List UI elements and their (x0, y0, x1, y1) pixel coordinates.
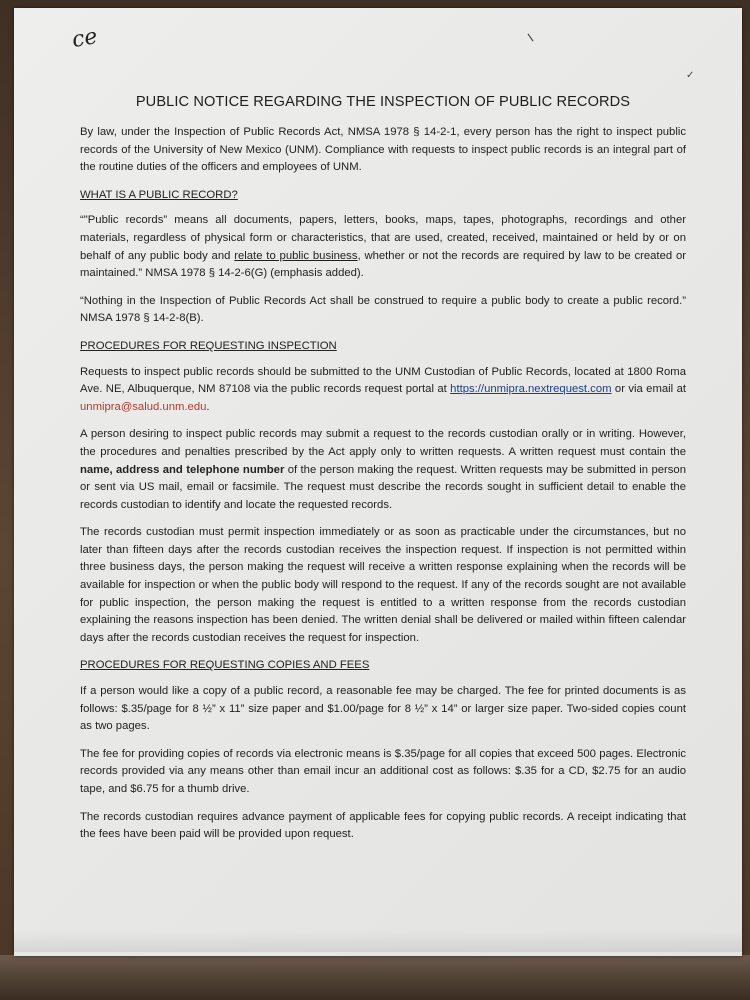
handwritten-mark: ce (70, 23, 100, 54)
request-paragraph (80, 426, 686, 514)
request-text-cont: of the person making the request. Written requests may be submitted in person or sent via US mail, email or facsimile. The request must describe the records sought in sufficient detail to enable the records custodian to identify and locate the requested records. (80, 463, 686, 511)
request-text: A person desiring to inspect public records may submit a request to the records custodian orally or in writing. However, the procedures and penalties prescribed by the Act apply only to written requests. A written request must contain the (80, 428, 686, 458)
definition-paragraph (80, 212, 686, 282)
create-record-paragraph: “Nothing in the Inspection of Public Records Act shall be construed to require a public body to create a public record.” NMSA 1978 § 14-2-8(B). (80, 294, 686, 325)
section-heading-procedures: PROCEDURES FOR REQUESTING INSPECTION (80, 339, 337, 352)
definition-text-cont: , whether or not the records are required by law to be created or maintained.” NMSA 1978 § 14-2-6(G) (emphasis added). (80, 249, 687, 280)
intro-paragraph: By law, under the Inspection of Public Records Act, NMSA 1978 § 14-2-1, every person has the right to inspect public records of the University of New Mexico (UNM). Compliance with requests to inspect public records is an integral part of the routine duties of the officers and employees of UNM. (80, 126, 686, 174)
electronic-fee-paragraph: The fee for providing copies of records via electronic means is $.35/page for all copies that exceed 500 pages. Electronic records provided via any means other than email incur an additional cost as follows: $.35 for a CD, $2.75 for an audio tape, and $6.75 for a thumb drive. (80, 747, 686, 795)
notice-content (80, 92, 686, 854)
paper-shadow (14, 930, 742, 952)
definition-text: “"Public records” means all documents, papers, letters, books, maps, tapes, photographs, recordings and other materials, regardless of physical form or characteristics, that are used, created, received, maintained or held by or on behalf of any public body and (80, 214, 686, 262)
payment-paragraph: The records custodian requires advance payment of applicable fees for copying public records. A receipt indicating that the fees have been paid will be provided upon request. (80, 810, 686, 841)
emphasis-underline: relate to public business (234, 249, 358, 262)
submit-paragraph (80, 364, 686, 417)
section-heading-copies: PROCEDURES FOR REQUESTING COPIES AND FEES (80, 659, 370, 672)
timeline-paragraph: The records custodian must permit inspection immediately or as soon as practicable under the circumstances, but no later than fifteen days after the records custodian receives the inspection request. If inspection is not permitted within three business days, the person making the request will receive a written response explaining when the records will be available for inspection or when the public body will respond to the request. If any of the records sought are not available for public inspection, the person making the request is entitled to a written response from the records custodian explaining the reasons inspection has been denied. The written denial shall be delivered or mailed within fifteen calendar days after the records custodian receives the request for inspection. (80, 526, 686, 644)
fee-paragraph: If a person would like a copy of a public record, a reasonable fee may be charged. The fee for printed documents is as follows: $.35/page for 8 ½” x 11” size paper and $1.00/page for 8 ½” x 14” or larger size paper. Two-sided copies count as two pages. (80, 685, 686, 733)
submit-text-end: . (206, 400, 210, 413)
submit-text-cont: or via email at (611, 383, 686, 396)
page-title: PUBLIC NOTICE REGARDING THE INSPECTION OF PUBLIC RECORDS (135, 94, 631, 110)
door-bottom-edge (0, 955, 750, 1000)
submit-text: Requests to inspect public records should be submitted to the UNM Custodian of Public Records, located at 1800 Roma Ave. NE, Albuquerque, NM 87108 via the public records request portal at (80, 365, 686, 396)
portal-link[interactable]: https://unmipra.nextrequest.com (450, 383, 612, 396)
section-heading-what: WHAT IS A PUBLIC RECORD? (80, 188, 238, 201)
email-link[interactable]: unmipra@salud.unm.edu (80, 400, 207, 413)
pin-mark: ✓ (686, 70, 695, 81)
required-fields: name, address and telephone number (80, 463, 285, 476)
